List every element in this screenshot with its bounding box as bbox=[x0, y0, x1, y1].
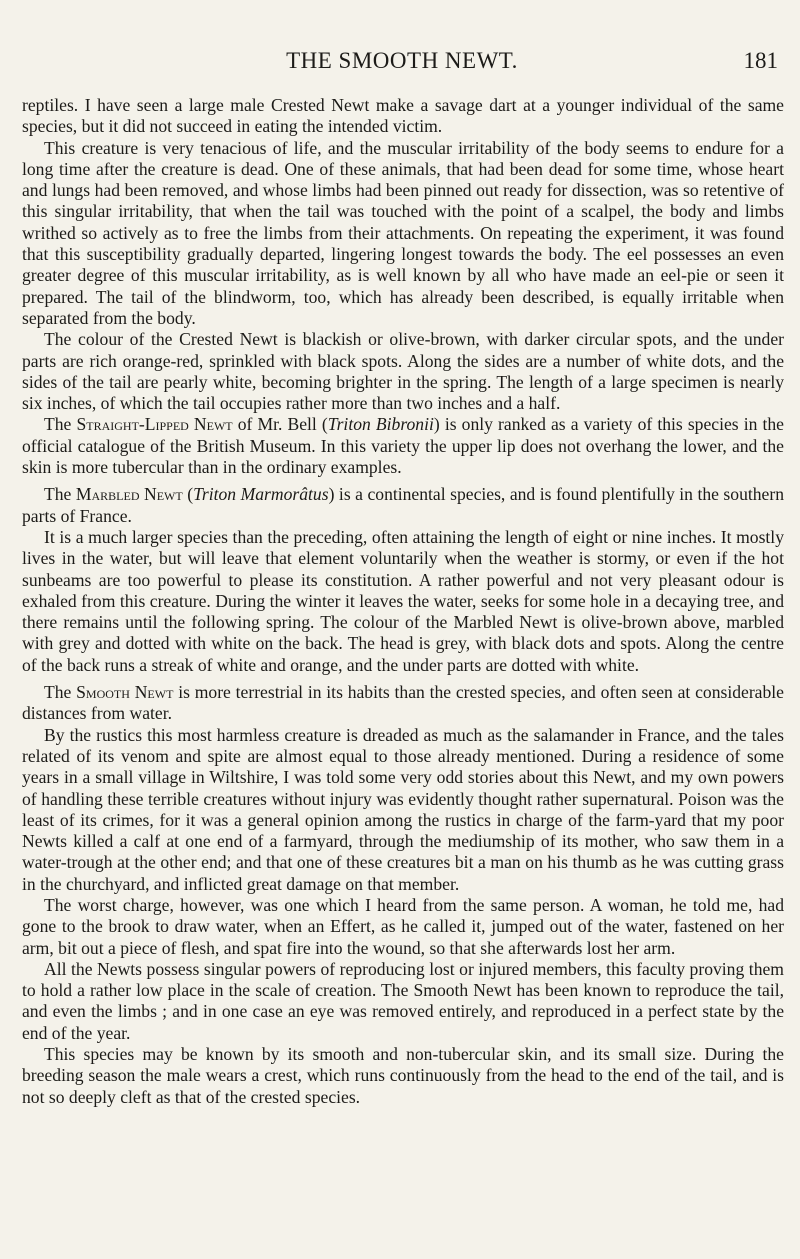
species-name-straight-lipped: Straight-Lipped Newt bbox=[76, 414, 233, 435]
p4-post: ) is only ranked as a variety of this species in the official catalogue of the British Museum. In this variety the upper lip does not overhang the lower, and the skin is more tubercular than in the ordinary examples. bbox=[22, 414, 784, 478]
latin-name-bibronii: Triton Bibronii bbox=[327, 414, 434, 435]
species-name-marbled: Marbled Newt bbox=[75, 484, 183, 505]
paragraph-4 bbox=[22, 414, 784, 478]
page-header bbox=[22, 48, 782, 76]
p7-pre: The bbox=[44, 682, 77, 703]
running-head: THE SMOOTH NEWT. bbox=[286, 48, 518, 73]
paragraph-11: This species may be known by its smooth and non-tubercular skin, and its small size. During the breeding season the male wears a crest, which runs continuously from the head to the end of the tail, and is not so deeply cleft as that of the crested species. bbox=[22, 1044, 784, 1107]
paragraph-3: The colour of the Crested Newt is blackish or olive-brown, with darker circular spots, and the under parts are rich orange-red, sprinkled with black spots. Along the sides are a number of white dots, and the sides of the tail are pearly white, becoming brighter in the spring. The length of a large specimen is nearly six inches, of which the tail occupies rather more than two inches and a half. bbox=[22, 329, 784, 414]
paragraph-9: The worst charge, however, was one which I heard from the same person. A woman, he told me, had gone to the brook to draw water, when an Effert, as he called it, jumped out of the water, fastened on her arm, bit out a piece of flesh, and spat fire into the wound, so that she afterwards lost her arm. bbox=[22, 894, 784, 958]
latin-name-marmoratus: Triton Marmorâtus bbox=[193, 484, 329, 505]
paragraph-6: It is a much larger species than the preceding, often attaining the length of eight or nine inches. It mostly lives in the water, but will leave that element voluntarily when the weather is stormy, or even if the hot sunbeams are too powerful to please its constitution. A rather powerful and not very pleasant odour is exhaled from this creature. During the winter it leaves the water, seeks for some hole in a decaying tree, and there remains until the following spring. The colour of the Marbled Newt is olive-brown above, marbled with grey and dotted with white on the back. The head is grey, with black dots and spots. Along the centre of the back runs a streak of white and orange, and the under parts are dotted with white. bbox=[22, 526, 784, 675]
book-page bbox=[22, 0, 785, 1259]
species-name-smooth: Smooth Newt bbox=[76, 682, 174, 703]
page-number: 181 bbox=[743, 48, 778, 73]
p5-mid: ( bbox=[182, 484, 194, 505]
paragraph-7 bbox=[22, 682, 784, 725]
p4-pre: The bbox=[44, 414, 77, 435]
paragraph-8: By the rustics this most harmless creature is dreaded as much as the salamander in France, and the tales related of its venom and spite are almost equal to those already mentioned. During a residence of some years in a small village in Wiltshire, I was told some very odd stories about this Newt, and my own powers of handling these terrible creatures without injury was evidently thought rather supernatural. Poison was the least of its crimes, for it was a general opinion among the rustics in charge of the farm-yard that my poor Newts killed a calf at one end of a farmyard, through the mediumship of its mother, who saw them in a water-trough at the other end; and that one of these creatures bit a man on his thumb as he was cutting grass in the churchyard, and inflicted great damage on that member. bbox=[22, 724, 784, 894]
p4-mid: of Mr. Bell ( bbox=[232, 414, 328, 435]
page-body bbox=[22, 95, 784, 1108]
paragraph-5 bbox=[22, 484, 784, 527]
p5-pre: The bbox=[44, 484, 76, 505]
paragraph-10: All the Newts possess singular powers of reproducing lost or injured members, this faculty proving them to hold a rather low place in the scale of creation. The Smooth Newt has been known to reproduce the tail, and even the limbs ; and in one case an eye was removed entirely, and reproduced in a perfect state by the end of the year. bbox=[22, 958, 784, 1043]
paragraph-2: This creature is very tenacious of life, and the muscular irritability of the body seems to endure for a long time after the creature is dead. One of these animals, that had been dead for some time, whose heart and lungs had been removed, and whose limbs had been pinned out ready for dissection, was so retentive of this singular irritability, that when the tail was touched with the point of a scalpel, the body and limbs writhed so actively as to free the limbs from their attachments. On repeating the experiment, it was found that this susceptibility gradually departed, lingering longest towards the body. The eel possesses an even greater degree of this muscular irritability, as is well known by all who have made an eel-pie or seen it prepared. The tail of the blindworm, too, which has already been described, is equally irritable when separated from the body. bbox=[22, 137, 784, 328]
paragraph-1: reptiles. I have seen a large male Crested Newt make a savage dart at a younger individual of the same species, but it did not succeed in eating the intended victim. bbox=[22, 95, 784, 137]
p7-post: is more terrestrial in its habits than the crested species, and often seen at considerable distances from water. bbox=[22, 682, 784, 724]
p5-post: ) is a continental species, and is found plentifully in the southern parts of France. bbox=[22, 484, 785, 526]
